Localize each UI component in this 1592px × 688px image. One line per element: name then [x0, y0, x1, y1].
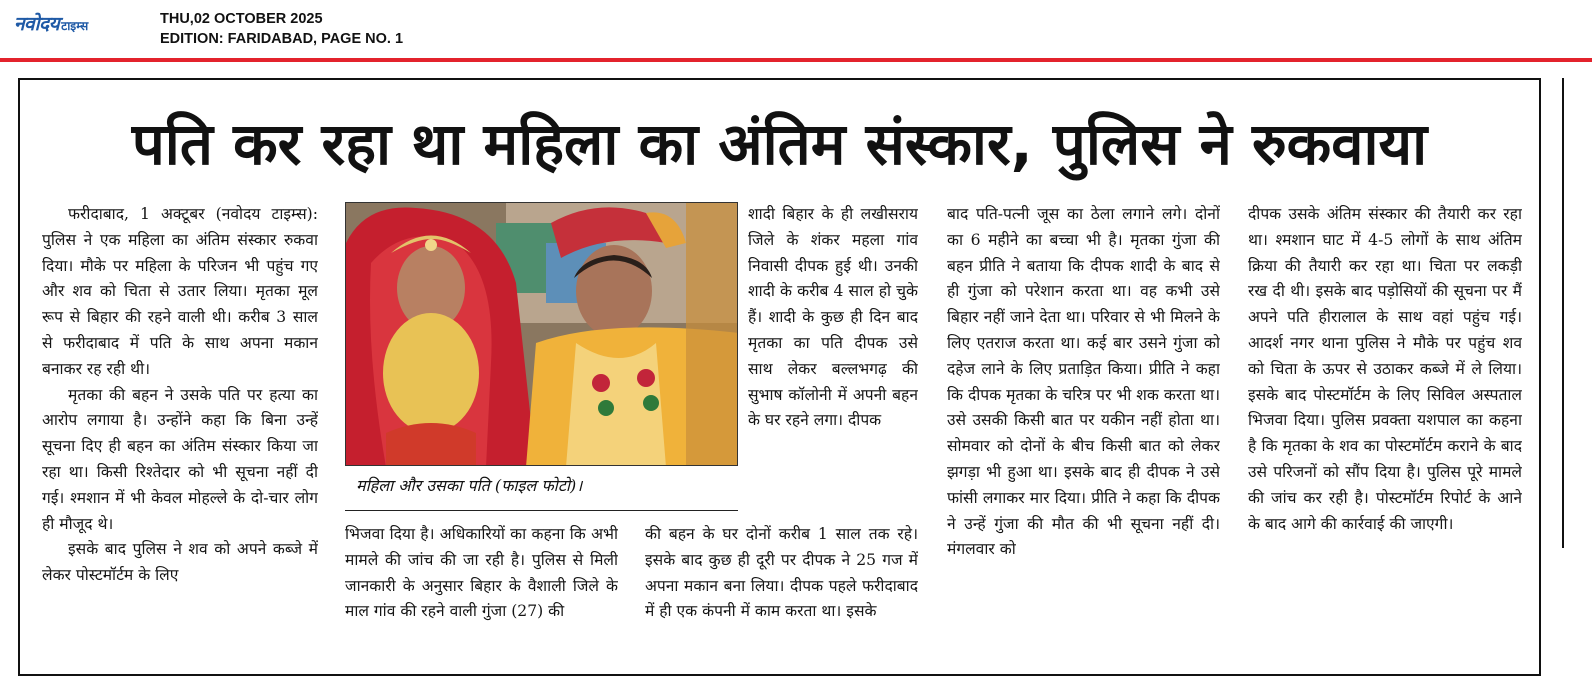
edition-meta [160, 9, 403, 49]
paragraph: बाद पति-पत्नी जूस का ठेला लगाने लगे। दोनों का 6 महीने का बच्चा भी है। मृतका गुंजा की बहन प्रीति ने बताया कि दीपक शादी के बाद से ही गुंजा को परेशान करता था। वह कभी उसे बिहार नहीं जाने देता था। परिवार से भी मिलने के लिए एतराज करता था। कई बार उसने गुंजा को दहेज लाने के लिए प्रताड़ित किया। प्रीति ने कहा कि दीपक मृतका के चरित्र पर भी शक करता था। उसे उसकी किसी बात पर यकीन नहीं होता था। सोमवार को दोनों के बीच किसी बात को लेकर झगड़ा भी हुआ था। इसके बाद ही दीपक ने उसे फांसी लगाकर मार दिया। प्रीति ने कहा कि दीपक ने उन्हें गुंजा की मौत की भी सूचना नहीं दी। मंगलवार को [947, 205, 1220, 559]
logo-main-text: नवोदय [14, 13, 60, 35]
article-column-2-bottom [345, 522, 618, 662]
paragraph: भिजवा दिया है। अधिकारियों का कहना कि अभी मामले की जांच की जा रही है। पुलिस से मिली जानकारी के अनुसार बिहार के वैशाली जिले के माल गांव की रहने वाली गुंजा (27) की [345, 525, 618, 621]
paragraph: फरीदाबाद, 1 अक्टूबर (नवोदय टाइम्स): पुलिस ने एक महिला का अंतिम संस्कार रुकवा दिया। मौके पर महिला के परिजन भी पहुंच गए और शव को चिता से उतार लिया। मृतका मूल रूप से बिहार की रहने वाली थी। करीब 3 साल से फरीदाबाद में पति के साथ अपना मकान बनाकर रह रही थी। [42, 205, 318, 378]
article-column-1 [42, 202, 318, 662]
photo-caption: महिला और उसका पति (फाइल फोटो)। [356, 476, 583, 495]
caption-divider [345, 510, 738, 511]
article-column-4 [947, 202, 1220, 662]
publication-date: THU,02 OCTOBER 2025 [160, 11, 323, 27]
article-photo[interactable] [345, 202, 738, 466]
edition-info: EDITION: FARIDABAD, PAGE NO. 1 [160, 31, 404, 47]
paragraph: मृतका की बहन ने उसके पति पर हत्या का आरोप लगाया है। उन्होंने कहा कि बिना उन्हें सूचना दिए ही बहन का अंतिम संस्कार किया जा रहा था। किसी रिश्तेदार को भी सूचना नहीं दी गई। श्मशान में भी केवल मोहल्ले के दो-चार लोग ही मौजूद थे। [42, 385, 318, 533]
article-clip [18, 78, 1541, 676]
article-column-3-top [748, 202, 918, 514]
paragraph: दीपक उसके अंतिम संस्कार की तैयारी कर रहा था। श्मशान घाट में 4-5 लोगों के साथ अंतिम क्रिया की तैयारी कर रहा था। चिता पर लकड़ी रख दी थी। इसके बाद पड़ोसियों की सूचना पर मैं अपने पति हीरालाल के साथ वहां पहुंच गई। आदर्श नगर थाना पुलिस ने मौके पर पहुंच शव को चिता के ऊपर से उठाकर कब्जे में ले लिया। इसके बाद पोस्टमॉर्टम के लिए सिविल अस्पताल भिजवा दिया। पुलिस प्रवक्ता यशपाल का कहना है कि मृतका के शव का पोस्टमॉर्टम कराने के बाद उसे परिजनों को सौंप दिया है। पुलिस पूरे मामले की जांच कर रही है। पोस्टमॉर्टम रिपोर्ट के आने के बाद आगे की कार्रवाई की जाएगी। [1248, 205, 1522, 533]
headline: पति कर रहा था महिला का अंतिम संस्कार, पुलिस ने रुकवाया [131, 110, 1428, 178]
article-column-3-bottom [645, 522, 918, 662]
newspaper-logo[interactable] [14, 10, 88, 34]
adjacent-article-edge [1562, 78, 1570, 548]
paragraph: की बहन के घर दोनों करीब 1 साल तक रहे। इसके बाद कुछ ही दूरी पर दीपक ने 25 गज में अपना मकान बना लिया। दीपक पहले फरीदाबाद में ही एक कंपनी में काम करता था। इसके [645, 525, 918, 621]
top-bar [0, 0, 1592, 60]
paragraph: इसके बाद पुलिस ने शव को अपने कब्जे में लेकर पोस्टमॉर्टम के लिए [42, 540, 318, 585]
paragraph: शादी बिहार के ही लखीसराय जिले के शंकर महला गांव निवासी दीपक हुई थी। उनकी शादी के करीब 4 साल हो चुके हैं। शादी के कुछ ही दिन बाद मृतका का पति दीपक उसे साथ लेकर बल्लभगढ़ की सुभाष कॉलोनी में अपनी बहन के घर रहने लगा। दीपक [748, 205, 918, 430]
logo-sub-text: टाइम्स [61, 19, 89, 33]
header-divider [0, 58, 1592, 62]
article-column-5 [1248, 202, 1522, 662]
